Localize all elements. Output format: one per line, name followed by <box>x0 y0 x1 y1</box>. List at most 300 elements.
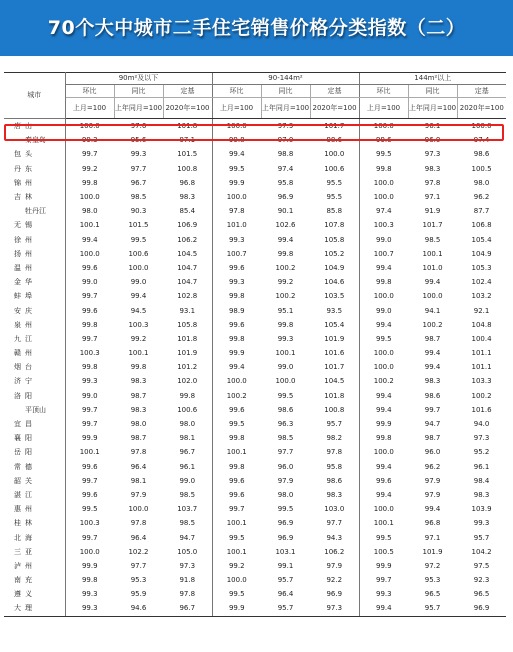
value-cell: 105.8 <box>177 320 198 329</box>
city-cell: 宜昌 <box>4 417 65 431</box>
value-cell: 99.8 <box>130 363 147 372</box>
value-cell: 97.4 <box>277 164 294 173</box>
city-cell: 锦州 <box>4 176 65 190</box>
value-cell: 99.9 <box>212 176 261 190</box>
table-row <box>4 346 506 360</box>
value-cell: 97.9 <box>326 561 343 570</box>
sub-header-row <box>4 85 506 98</box>
table-row <box>4 601 506 616</box>
value-cell: 98.0 <box>473 178 490 187</box>
sub-header-cell: 环比 <box>212 85 261 98</box>
value-cell: 99.4 <box>65 233 114 247</box>
value-cell: 102.2 <box>128 547 149 556</box>
value-cell: 90.1 <box>277 207 294 216</box>
value-cell: 100.3 <box>128 320 149 329</box>
value-cell: 94.5 <box>130 306 147 315</box>
table-row <box>4 431 506 445</box>
value-cell: 99.0 <box>65 389 114 403</box>
value-cell: 98.6 <box>326 136 343 145</box>
value-cell: 99.8 <box>65 318 114 332</box>
table-row <box>4 218 506 232</box>
value-cell: 96.4 <box>130 462 147 471</box>
value-cell: 95.6 <box>130 136 147 145</box>
value-cell: 99.9 <box>212 601 261 616</box>
value-cell: 99.8 <box>359 431 408 445</box>
city-cell: 包头 <box>4 147 65 161</box>
value-cell: 94.6 <box>114 601 163 616</box>
city-cell: 秦皇岛 <box>4 133 65 147</box>
value-cell: 98.9 <box>212 303 261 317</box>
value-cell: 97.1 <box>424 193 441 202</box>
base-header-cell: 上月=100 <box>65 98 114 119</box>
value-cell: 99.8 <box>65 573 114 587</box>
value-cell: 99.8 <box>179 391 196 400</box>
value-cell: 93.1 <box>179 306 196 315</box>
value-cell: 101.1 <box>471 363 492 372</box>
value-cell: 100.0 <box>359 190 408 204</box>
value-cell: 101.1 <box>471 349 492 358</box>
value-cell: 95.5 <box>326 178 343 187</box>
city-cell: 唐山 <box>4 119 65 134</box>
value-cell: 100.8 <box>177 164 198 173</box>
value-cell: 100.2 <box>422 320 443 329</box>
price-index-table <box>4 72 506 617</box>
value-cell: 106.2 <box>177 235 198 244</box>
value-cell: 97.8 <box>212 204 261 218</box>
value-cell: 98.6 <box>424 391 441 400</box>
value-cell: 99.5 <box>212 162 261 176</box>
value-cell: 100.3 <box>359 218 408 232</box>
value-cell: 99.8 <box>212 332 261 346</box>
value-cell: 99.9 <box>65 559 114 573</box>
value-cell: 92.2 <box>326 576 343 585</box>
value-cell: 101.5 <box>177 150 198 159</box>
sub-header-cell: 定基 <box>310 85 359 98</box>
value-cell: 98.3 <box>424 377 441 386</box>
value-cell: 99.6 <box>212 403 261 417</box>
city-cell: 无锡 <box>4 218 65 232</box>
value-cell: 90.3 <box>130 207 147 216</box>
value-cell: 96.9 <box>277 533 294 542</box>
value-cell: 98.0 <box>65 204 114 218</box>
value-cell: 100.3 <box>65 346 114 360</box>
value-cell: 102.0 <box>177 377 198 386</box>
value-cell: 99.2 <box>277 278 294 287</box>
city-cell: 桂林 <box>4 516 65 530</box>
city-cell: 襄阳 <box>4 431 65 445</box>
value-cell: 99.6 <box>65 488 114 502</box>
value-cell: 100.7 <box>212 247 261 261</box>
value-cell: 99.2 <box>65 162 114 176</box>
value-cell: 96.7 <box>163 601 212 616</box>
value-cell: 99.8 <box>212 289 261 303</box>
table-row <box>4 204 506 218</box>
value-cell: 100.0 <box>65 545 114 559</box>
value-cell: 99.7 <box>359 573 408 587</box>
value-cell: 100.6 <box>177 405 198 414</box>
value-cell: 97.8 <box>179 590 196 599</box>
value-cell: 99.8 <box>212 133 261 147</box>
value-cell: 100.1 <box>128 349 149 358</box>
value-cell: 99.5 <box>277 505 294 514</box>
value-cell: 99.0 <box>65 275 114 289</box>
value-cell: 99.3 <box>212 233 261 247</box>
city-cell: 三亚 <box>4 545 65 559</box>
value-cell: 98.0 <box>179 420 196 429</box>
value-cell: 99.5 <box>359 332 408 346</box>
value-cell: 101.5 <box>128 221 149 230</box>
value-cell: 93.5 <box>326 306 343 315</box>
table-row <box>4 389 506 403</box>
value-cell: 105.4 <box>324 320 345 329</box>
base-header-cell: 上年同月=100 <box>261 98 310 119</box>
value-cell: 101.0 <box>212 218 261 232</box>
value-cell: 96.9 <box>457 601 506 616</box>
value-cell: 96.2 <box>473 193 490 202</box>
table-row <box>4 573 506 587</box>
value-cell: 100.0 <box>212 573 261 587</box>
city-cell: 常德 <box>4 460 65 474</box>
value-cell: 100.5 <box>359 545 408 559</box>
value-cell: 100.0 <box>359 360 408 374</box>
city-cell: 安庆 <box>4 303 65 317</box>
value-cell: 98.1 <box>179 434 196 443</box>
value-cell: 94.7 <box>424 420 441 429</box>
value-cell: 100.0 <box>359 502 408 516</box>
value-cell: 99.7 <box>65 530 114 544</box>
value-cell: 99.0 <box>130 278 147 287</box>
value-cell: 95.8 <box>277 178 294 187</box>
value-cell: 102.4 <box>471 278 492 287</box>
value-cell: 99.3 <box>473 519 490 528</box>
table-row <box>4 445 506 459</box>
value-cell: 99.1 <box>277 561 294 570</box>
value-cell: 97.7 <box>130 561 147 570</box>
value-cell: 98.7 <box>424 434 441 443</box>
value-cell: 100.0 <box>422 292 443 301</box>
value-cell: 99.7 <box>65 332 114 346</box>
value-cell: 100.1 <box>275 349 296 358</box>
value-cell: 103.3 <box>471 377 492 386</box>
value-cell: 99.7 <box>65 289 114 303</box>
value-cell: 100.2 <box>275 292 296 301</box>
value-cell: 99.4 <box>277 235 294 244</box>
value-cell: 96.0 <box>277 462 294 471</box>
value-cell: 98.7 <box>130 434 147 443</box>
value-cell: 100.0 <box>65 190 114 204</box>
table-row <box>4 147 506 161</box>
value-cell: 97.0 <box>277 136 294 145</box>
value-cell: 97.9 <box>424 476 441 485</box>
value-cell: 99.6 <box>65 261 114 275</box>
value-cell: 97.8 <box>326 448 343 457</box>
value-cell: 100.1 <box>65 445 114 459</box>
city-cell: 泸州 <box>4 559 65 573</box>
table-row <box>4 289 506 303</box>
value-cell: 100.7 <box>359 247 408 261</box>
value-cell: 104.5 <box>177 249 198 258</box>
value-cell: 99.8 <box>359 162 408 176</box>
value-cell: 102.8 <box>177 292 198 301</box>
value-cell: 100.1 <box>65 218 114 232</box>
value-cell: 95.7 <box>261 601 310 616</box>
table-row <box>4 587 506 601</box>
value-cell: 99.9 <box>65 431 114 445</box>
value-cell: 100.6 <box>128 249 149 258</box>
city-cell: 牡丹江 <box>4 204 65 218</box>
value-cell: 99.7 <box>212 502 261 516</box>
value-cell: 100.0 <box>128 505 149 514</box>
city-cell: 岳阳 <box>4 445 65 459</box>
value-cell: 98.5 <box>179 519 196 528</box>
city-cell: 赣州 <box>4 346 65 360</box>
city-cell: 惠州 <box>4 502 65 516</box>
value-cell: 101.7 <box>324 363 345 372</box>
value-cell: 99.6 <box>65 303 114 317</box>
value-cell: 100.0 <box>65 247 114 261</box>
value-cell: 97.5 <box>473 561 490 570</box>
value-cell: 99.6 <box>212 488 261 502</box>
city-cell: 遵义 <box>4 587 65 601</box>
value-cell: 101.9 <box>422 547 443 556</box>
value-cell: 99.7 <box>65 474 114 488</box>
value-cell: 99.3 <box>359 587 408 601</box>
value-cell: 104.6 <box>324 278 345 287</box>
value-cell: 99.7 <box>424 405 441 414</box>
value-cell: 101.9 <box>177 349 198 358</box>
value-cell: 99.8 <box>212 460 261 474</box>
city-cell: 九江 <box>4 332 65 346</box>
value-cell: 99.6 <box>212 261 261 275</box>
value-cell: 97.3 <box>310 601 359 616</box>
value-cell: 99.3 <box>277 334 294 343</box>
value-cell: 105.8 <box>324 235 345 244</box>
city-cell: 大理 <box>4 601 65 616</box>
value-cell: 95.2 <box>473 448 490 457</box>
value-cell: 99.5 <box>130 235 147 244</box>
value-cell: 105.4 <box>471 235 492 244</box>
sub-header-cell: 定基 <box>163 85 212 98</box>
value-cell: 99.4 <box>424 349 441 358</box>
city-cell: 金华 <box>4 275 65 289</box>
value-cell: 97.9 <box>277 122 294 131</box>
value-cell: 99.8 <box>277 320 294 329</box>
value-cell: 96.1 <box>473 462 490 471</box>
base-header-cell: 2020年=100 <box>457 98 506 119</box>
value-cell: 103.0 <box>324 505 345 514</box>
value-cell: 100.1 <box>212 445 261 459</box>
value-cell: 100.5 <box>471 164 492 173</box>
value-cell: 100.0 <box>324 150 345 159</box>
value-cell: 100.0 <box>128 263 149 272</box>
value-cell: 97.8 <box>130 519 147 528</box>
value-cell: 99.5 <box>277 391 294 400</box>
table-row <box>4 374 506 388</box>
value-cell: 100.0 <box>212 190 261 204</box>
table-row <box>4 516 506 530</box>
value-cell: 100.2 <box>471 391 492 400</box>
value-cell: 102.6 <box>275 221 296 230</box>
value-cell: 101.2 <box>177 363 198 372</box>
value-cell: 99.8 <box>277 249 294 258</box>
value-cell: 92.3 <box>473 576 490 585</box>
value-cell: 99.5 <box>212 530 261 544</box>
value-cell: 100.6 <box>324 164 345 173</box>
value-cell: 98.3 <box>424 164 441 173</box>
value-cell: 99.6 <box>212 474 261 488</box>
value-cell: 99.5 <box>65 502 114 516</box>
value-cell: 99.4 <box>212 147 261 161</box>
sub-header-cell: 同比 <box>114 85 163 98</box>
value-cell: 98.7 <box>424 334 441 343</box>
value-cell: 99.4 <box>359 389 408 403</box>
value-cell: 99.6 <box>212 318 261 332</box>
value-cell: 99.8 <box>359 275 408 289</box>
value-cell: 97.9 <box>130 490 147 499</box>
value-cell: 96.4 <box>130 533 147 542</box>
value-cell: 99.9 <box>359 559 408 573</box>
value-cell: 96.1 <box>179 462 196 471</box>
value-cell: 99.0 <box>359 233 408 247</box>
value-cell: 95.7 <box>473 533 490 542</box>
value-cell: 100.0 <box>359 119 408 134</box>
base-header-cell: 2020年=100 <box>163 98 212 119</box>
value-cell: 97.8 <box>130 448 147 457</box>
value-cell: 97.4 <box>473 136 490 145</box>
table-row <box>4 559 506 573</box>
value-cell: 101.6 <box>471 405 492 414</box>
value-cell: 95.9 <box>130 590 147 599</box>
city-cell: 南充 <box>4 573 65 587</box>
value-cell: 101.6 <box>324 349 345 358</box>
page-title: 70个大中城市二手住宅销售价格分类指数（二） <box>47 17 466 39</box>
value-cell: 99.4 <box>359 601 408 616</box>
city-cell: 扬州 <box>4 247 65 261</box>
value-cell: 100.0 <box>359 445 408 459</box>
value-cell: 105.0 <box>177 547 198 556</box>
value-cell: 99.4 <box>359 403 408 417</box>
value-cell: 99.8 <box>212 431 261 445</box>
sub-header-cell: 环比 <box>359 85 408 98</box>
value-cell: 101.7 <box>422 221 443 230</box>
value-cell: 97.7 <box>130 164 147 173</box>
value-cell: 99.3 <box>212 275 261 289</box>
value-cell: 99.8 <box>65 360 114 374</box>
value-cell: 95.7 <box>326 420 343 429</box>
value-cell: 98.4 <box>473 476 490 485</box>
value-cell: 98.3 <box>130 377 147 386</box>
value-cell: 99.0 <box>277 363 294 372</box>
table-row <box>4 176 506 190</box>
value-cell: 98.8 <box>277 150 294 159</box>
value-cell: 96.9 <box>277 193 294 202</box>
value-cell: 95.8 <box>326 462 343 471</box>
value-cell: 101.8 <box>177 122 198 131</box>
value-cell: 96.0 <box>424 136 441 145</box>
sub-header-cell: 定基 <box>457 85 506 98</box>
value-cell: 106.8 <box>471 221 492 230</box>
table-row <box>4 275 506 289</box>
value-cell: 94.3 <box>326 533 343 542</box>
table-row <box>4 190 506 204</box>
value-cell: 99.4 <box>212 360 261 374</box>
value-cell: 100.3 <box>65 516 114 530</box>
city-column-header: 城市 <box>4 73 65 119</box>
value-cell: 100.4 <box>471 334 492 343</box>
value-cell: 96.5 <box>473 590 490 599</box>
value-cell: 95.7 <box>408 601 457 616</box>
value-cell: 99.9 <box>212 346 261 360</box>
value-cell: 97.3 <box>424 150 441 159</box>
value-cell: 98.3 <box>473 490 490 499</box>
table-row <box>4 247 506 261</box>
table-row <box>4 261 506 275</box>
value-cell: 99.4 <box>359 460 408 474</box>
value-cell: 97.7 <box>277 448 294 457</box>
value-cell: 94.7 <box>179 533 196 542</box>
group-header-large: 144m²以上 <box>359 73 506 85</box>
base-header-cell: 上月=100 <box>359 98 408 119</box>
value-cell: 99.7 <box>65 403 114 417</box>
value-cell: 100.0 <box>275 377 296 386</box>
table-row <box>4 332 506 346</box>
value-cell: 98.3 <box>326 490 343 499</box>
value-cell: 100.1 <box>212 545 261 559</box>
value-cell: 100.0 <box>359 176 408 190</box>
value-cell: 101.8 <box>177 334 198 343</box>
city-cell: 温州 <box>4 261 65 275</box>
base-header-cell: 上月=100 <box>212 98 261 119</box>
value-cell: 99.4 <box>359 261 408 275</box>
value-cell: 100.1 <box>212 516 261 530</box>
value-cell: 91.8 <box>179 576 196 585</box>
value-cell: 99.8 <box>65 176 114 190</box>
value-cell: 94.1 <box>424 306 441 315</box>
value-cell: 104.9 <box>324 263 345 272</box>
city-cell: 烟台 <box>4 360 65 374</box>
table-row <box>4 530 506 544</box>
group-header-medium: 90-144m² <box>212 73 359 85</box>
value-cell: 98.0 <box>277 490 294 499</box>
value-cell: 99.3 <box>65 601 114 616</box>
value-cell: 99.5 <box>212 417 261 431</box>
table-row <box>4 360 506 374</box>
value-cell: 95.1 <box>277 306 294 315</box>
value-cell: 97.9 <box>424 490 441 499</box>
value-cell: 98.7 <box>130 391 147 400</box>
table-row <box>4 303 506 317</box>
value-cell: 97.8 <box>424 178 441 187</box>
value-cell: 104.9 <box>471 249 492 258</box>
value-cell: 104.7 <box>177 278 198 287</box>
value-cell: 100.2 <box>212 389 261 403</box>
city-cell: 济宁 <box>4 374 65 388</box>
value-cell: 105.3 <box>471 263 492 272</box>
value-cell: 105.2 <box>324 249 345 258</box>
value-cell: 87.7 <box>473 207 490 216</box>
value-cell: 99.7 <box>65 417 114 431</box>
value-cell: 107.8 <box>324 221 345 230</box>
value-cell: 98.0 <box>130 420 147 429</box>
value-cell: 96.3 <box>277 420 294 429</box>
value-cell: 104.8 <box>471 320 492 329</box>
value-cell: 98.1 <box>130 476 147 485</box>
value-cell: 85.8 <box>326 207 343 216</box>
value-cell: 95.3 <box>130 576 147 585</box>
price-index-table-wrapper <box>4 72 506 617</box>
value-cell: 85.4 <box>179 207 196 216</box>
value-cell: 91.9 <box>424 207 441 216</box>
